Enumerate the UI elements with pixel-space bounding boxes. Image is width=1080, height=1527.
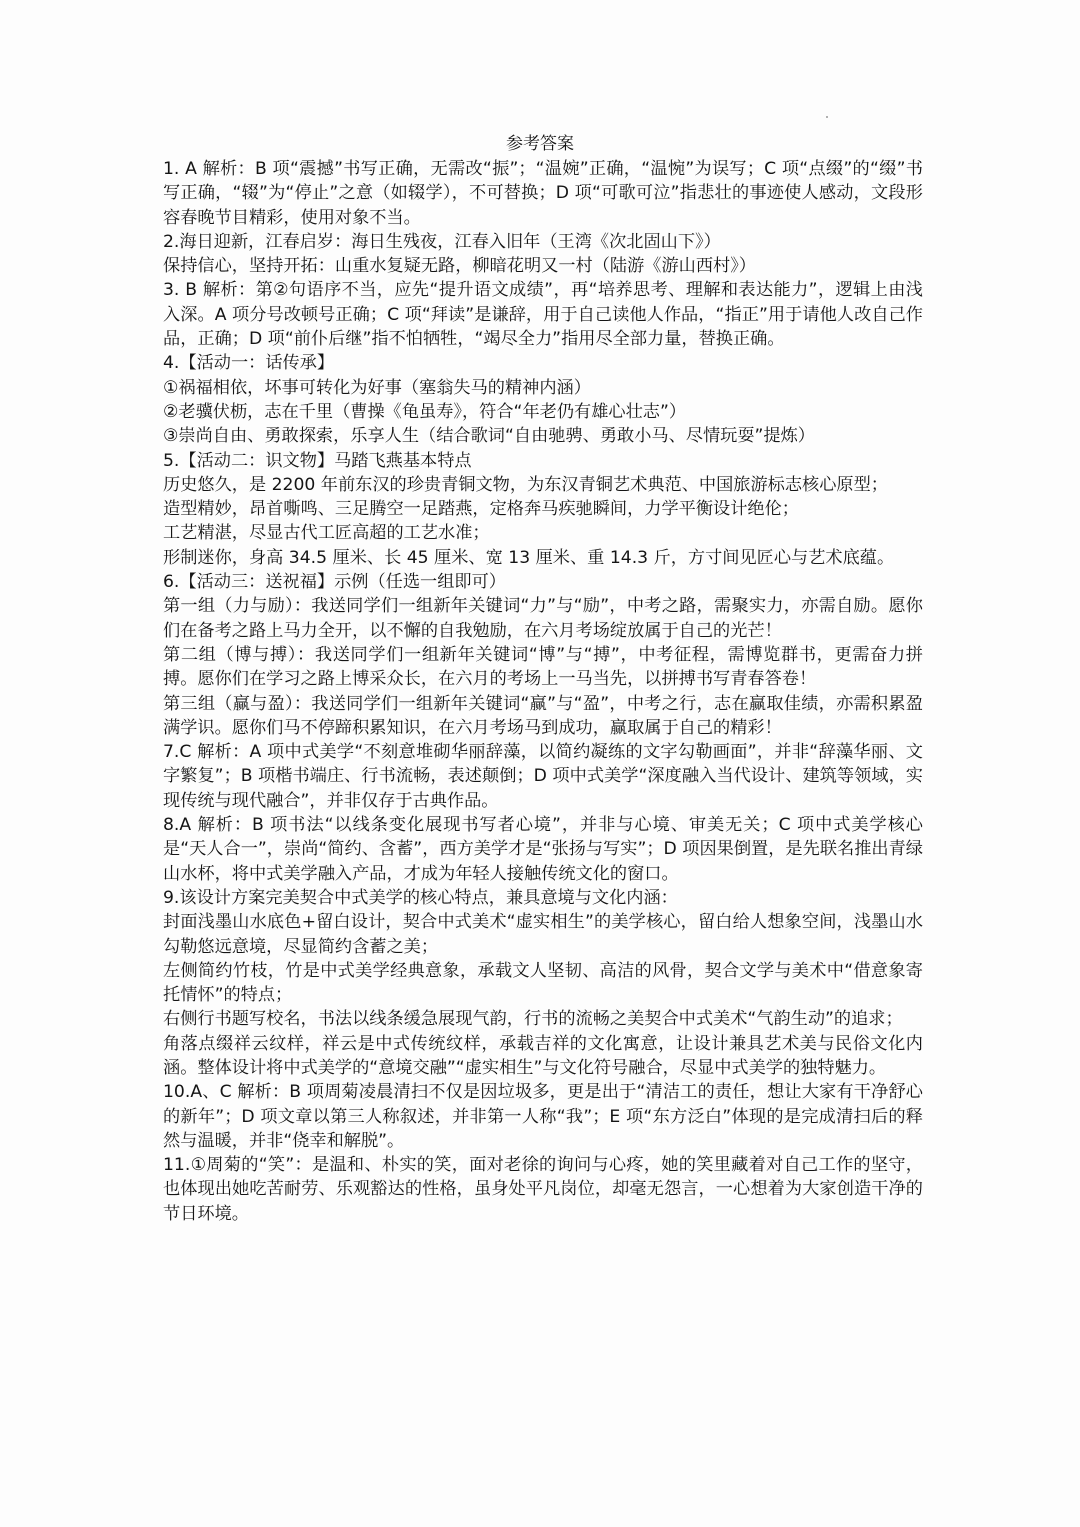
- answer-9-point-4: 角落点缀祥云纹样，祥云是中式传统纹样，承载吉祥的文化寓意，让设计兼具艺术美与民俗文化内涵。整体设计将中式美学的“意境交融”“虚实相生”与文化符号融合，尽显中式美学的独特魅力。: [163, 1033, 923, 1078]
- answer-4-item-2: ②老骥伏枥，志在千里（曹操《龟虽寿》，符合“年老仍有雄心壮志”）: [163, 401, 687, 422]
- answer-8: 8.A 解析：B 项书法“以线条变化展现书写者心境”，并非与心境、审美无关；C 项中式美学核心是“天人合一”，崇尚“简约、含蓄”，西方美学才是“张扬与写实”；D 项因果倒置，是先联名推出青绿山水杯，将中式美学融入产品，才成为年轻人接触传统文化的窗口。: [163, 815, 923, 884]
- answer-2-line-1: 2.海日迎新，江春启岁：海日生残夜，江春入旧年（王湾《次北固山下》）: [163, 231, 721, 252]
- answer-2-line-2: 保持信心，坚持开拓：山重水复疑无路，柳暗花明又一村（陆游《游山西村》）: [163, 256, 756, 277]
- answer-5-point-1: 历史悠久，是 2200 年前东汉的珍贵青铜文物，为东汉青铜艺术典范、中国旅游标志核心原型；: [163, 474, 888, 495]
- page-title: 参考答案: [506, 134, 574, 154]
- answer-6-group-1: 第一组（力与励）：我送同学们一组新年关键词“力”与“励”，中考之路，需聚实力，亦需自励。愿你们在备考之路上马力全开，以不懈的自我勉励，在六月考场绽放属于自己的光芒！: [163, 596, 923, 641]
- answer-5-point-4: 形制迷你，身高 34.5 厘米、长 45 厘米、宽 13 厘米、重 14.3 斤，方寸间见匠心与艺术底蕴。: [163, 547, 895, 568]
- answer-10: 10.A、C 解析：B 项周菊凌晨清扫不仅是因垃圾多，更是出于“清洁工的责任，想让大家有干净舒心的新年”；D 项文章以第三人称叙述，并非第一人称“我”；E 项“东方泛白”体现的是完成清扫后的释然与温暖，并非“侥幸和解脱”。: [163, 1082, 923, 1151]
- answer-6-heading: 6.【活动三：送祝福】示例（任选一组即可）: [163, 572, 506, 593]
- answer-body: [163, 157, 923, 1226]
- answer-6-group-3: 第三组（赢与盈）：我送同学们一组新年关键词“赢”与“盈”，中考之行，志在赢取佳绩，亦需积累盈满学识。愿你们马不停蹄积累知识，在六月考场马到成功，赢取属于自己的精彩！: [163, 693, 923, 738]
- answer-11: 11.①周菊的“笑”：是温和、朴实的笑，面对老徐的询问与心疼，她的笑里藏着对自己工作的坚守，也体现出她吃苦耐劳、乐观豁达的性格，虽身处平凡岗位，却毫无怨言，一心想着为大家创造干净的节日环境。: [163, 1155, 923, 1224]
- answer-3: 3. B 解析：第②句语序不当，应先“提升语文成绩”，再“培养思考、理解和表达能力”，逻辑上由浅入深。A 项分号改顿号正确；C 项“拜读”是谦辞，用于自己读他人作品，“指正”用于请他人改自己作品，正确；D 项“前仆后继”指不怕牺牲，“竭尽全力”指用尽全部力量，替换正确。: [163, 280, 923, 350]
- answer-6-group-2: 第二组（博与搏）：我送同学们一组新年关键词“博”与“搏”，中考征程，需博览群书，更需奋力拼搏。愿你们在学习之路上博采众长，在六月的考场上一马当先，以拼搏书写青春答卷！: [163, 644, 923, 690]
- answer-7: 7.C 解析：A 项中式美学“不刻意堆砌华丽辞藻，以简约凝练的文字勾勒画面”，并非“辞藻华丽、文字繁复”；B 项楷书端庄、行书流畅，表述颠倒；D 项中式美学“深度融入当代设计、建筑等领域，实现传统与现代融合”，并非仅存于古典作品。: [163, 742, 923, 811]
- answer-1: 1. A 解析：B 项“震撼”书写正确，无需改“振”；“温婉”正确，“温惋”为误写；C 项“点缀”的“缀”书写正确，“辍”为“停止”之意（如辍学），不可替换；D 项“可歌可泣”指悲壮的事迹使人感动，文段形容春晚节目精彩，使用对象不当。: [163, 159, 923, 228]
- answer-5-heading: 5.【活动二：识文物】马踏飞燕基本特点: [163, 450, 472, 471]
- scan-speck: [826, 116, 828, 118]
- answer-5-point-3: 工艺精湛，尽显古代工匠高超的工艺水准；: [163, 523, 490, 544]
- answer-4-item-3: ③崇尚自由、勇敢探索，乐享人生（结合歌词“自由驰骋、勇敢小马、尽情玩耍”提炼）: [163, 426, 815, 447]
- answer-4-heading: 4.【活动一：话传承】: [163, 353, 335, 374]
- answer-9-point-3: 右侧行书题写校名，书法以线条缓急展现气韵，行书的流畅之美契合中式美术“气韵生动”的追求；: [163, 1009, 903, 1030]
- answer-5-point-2: 造型精妙，昂首嘶鸣、三足腾空一足踏燕，定格奔马疾驰瞬间，力学平衡设计绝伦；: [163, 499, 799, 520]
- answer-9-point-1: 封面浅墨山水底色+留白设计，契合中式美术“虚实相生”的美学核心，留白给人想象空间，浅墨山水勾勒悠远意境，尽显简约含蓄之美；: [163, 912, 923, 957]
- answer-4-item-1: ①祸福相依，坏事可转化为好事（塞翁失马的精神内涵）: [163, 377, 591, 398]
- answer-9-point-2: 左侧简约竹枝，竹是中式美学经典意象，承载文人坚韧、高洁的风骨，契合文学与美术中“借意象寄托情怀”的特点；: [163, 960, 923, 1006]
- answer-9-heading: 9.该设计方案完美契合中式美学的核心特点，兼具意境与文化内涵：: [163, 887, 678, 908]
